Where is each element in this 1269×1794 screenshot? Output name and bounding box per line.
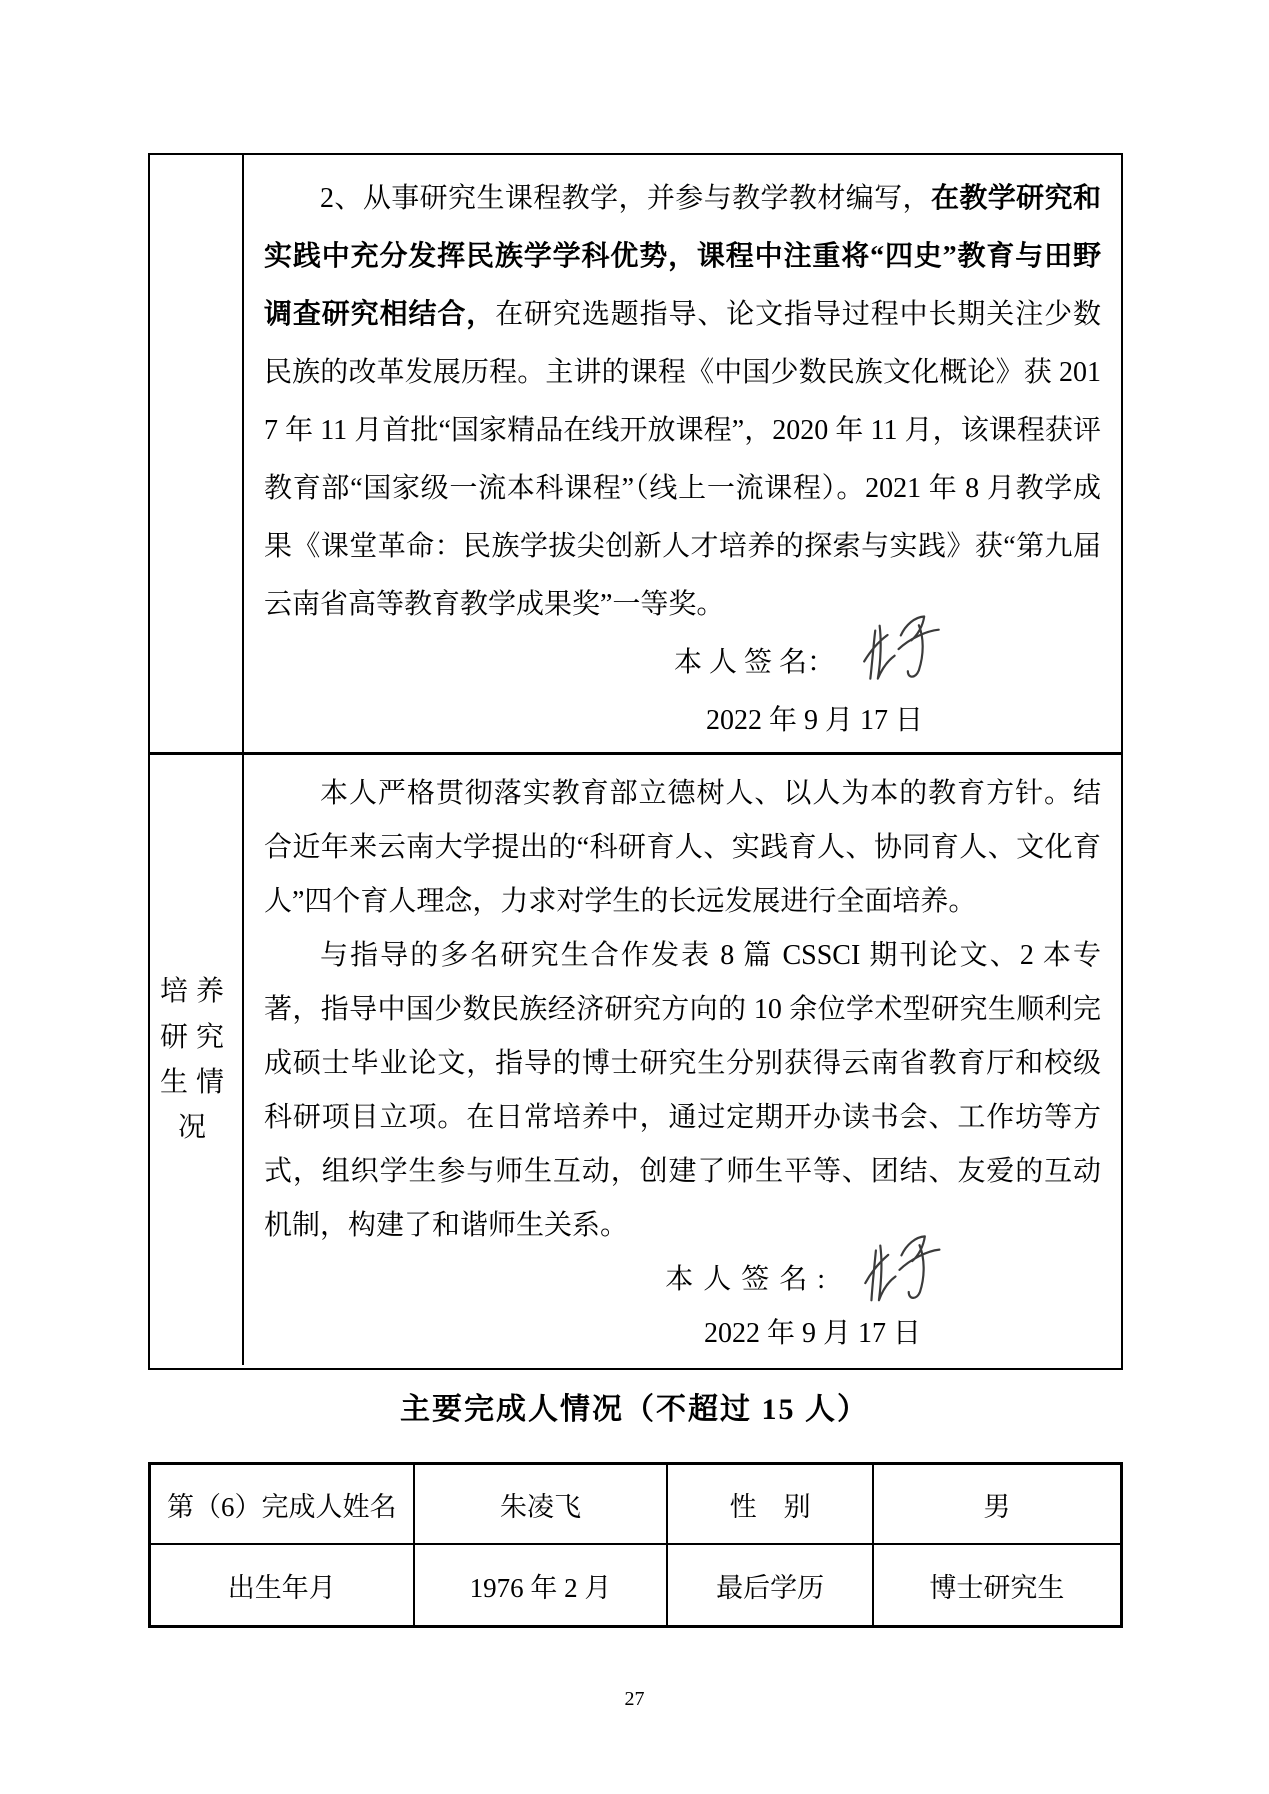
signature-label: 本人签名:	[665, 1264, 835, 1295]
table-row-teaching	[150, 155, 1121, 755]
completer-name-value: 朱凌飞	[415, 1465, 669, 1543]
achievements-table	[148, 153, 1123, 1370]
page-number: 27	[624, 1688, 645, 1710]
education-value: 博士研究生	[929, 1572, 1065, 1603]
row-label-cell-empty	[150, 155, 244, 752]
signature-line	[264, 634, 1101, 692]
signature-date	[264, 1307, 1101, 1361]
gender-value: 男	[983, 1491, 1011, 1522]
birthdate-label: 出生年月	[151, 1545, 415, 1625]
signature-date-text: 2022 年 9 月 17 日	[703, 1318, 921, 1349]
table-row-training	[150, 755, 1121, 1365]
teaching-paragraph-pre: 2、从事研究生课程教学，并参与教学教材编写，	[320, 183, 931, 214]
birthdate-value: 1976 年 2 月	[415, 1545, 669, 1625]
teaching-paragraph-post: 在研究选题指导、论文指导过程中长期关注少数民族的改革发展历程。主讲的课程《中国少数民族文化概论》获 2017 年 11 月首批“国家精品在线开放课程”，2020 年 11 月，该课程获评教育部“国家级一流本科课程”（线上一流课程）。2021 年 8 月教学成果《课堂革命：民族学拔尖创新人才培养的探索与实践》获“第九届云南省高等教育教学成果奖”一等奖。	[264, 299, 1101, 620]
teaching-paragraph-bold: 在教学研究和实践中充分发挥民族学学科优势，课程中注重将“四史”教育与田野调查研究相结合，	[264, 183, 1101, 330]
teaching-content-cell	[244, 155, 1121, 752]
completers-section-title: 主要完成人情况（不超过 15 人）	[400, 1393, 869, 1426]
row-label-cell-training	[150, 755, 244, 1365]
signature-date-text: 2022 年 9 月 17 日	[705, 705, 923, 736]
education-label: 最后学历	[668, 1545, 873, 1625]
completer-info-table	[148, 1462, 1123, 1628]
signature-date	[264, 692, 1101, 750]
gender-label: 性 别	[668, 1465, 873, 1543]
signature-line	[264, 1253, 1101, 1307]
table-row	[151, 1465, 1120, 1545]
training-content-cell	[244, 755, 1121, 1365]
teaching-paragraph	[264, 170, 1101, 634]
training-paragraph-2: 与指导的多名研究生合作发表 8 篇 CSSCI 期刊论文、2 本专著，指导中国少数民族经济研究方向的 10 余位学术型研究生顺利完成硕士毕业论文，指导的博士研究生分别获得云南省教育厅和校级科研项目立项。在日常培养中，通过定期开办读书会、工作坊等方式，组织学生参与师生互动，创建了师生平等、团结、友爱的互动机制，构建了和谐师生关系。	[264, 940, 1101, 1241]
completer-name-label: 第（6）完成人姓名	[151, 1465, 415, 1543]
row-label-training: 培养研究生情况	[159, 976, 232, 1144]
table-row	[151, 1545, 1120, 1625]
training-paragraph-1: 本人严格贯彻落实教育部立德树人、以人为本的教育方针。结合近年来云南大学提出的“科研育人、实践育人、协同育人、文化育人”四个育人理念，力求对学生的长远发展进行全面培养。	[264, 778, 1101, 917]
signature-label: 本 人 签 名：	[673, 647, 835, 678]
